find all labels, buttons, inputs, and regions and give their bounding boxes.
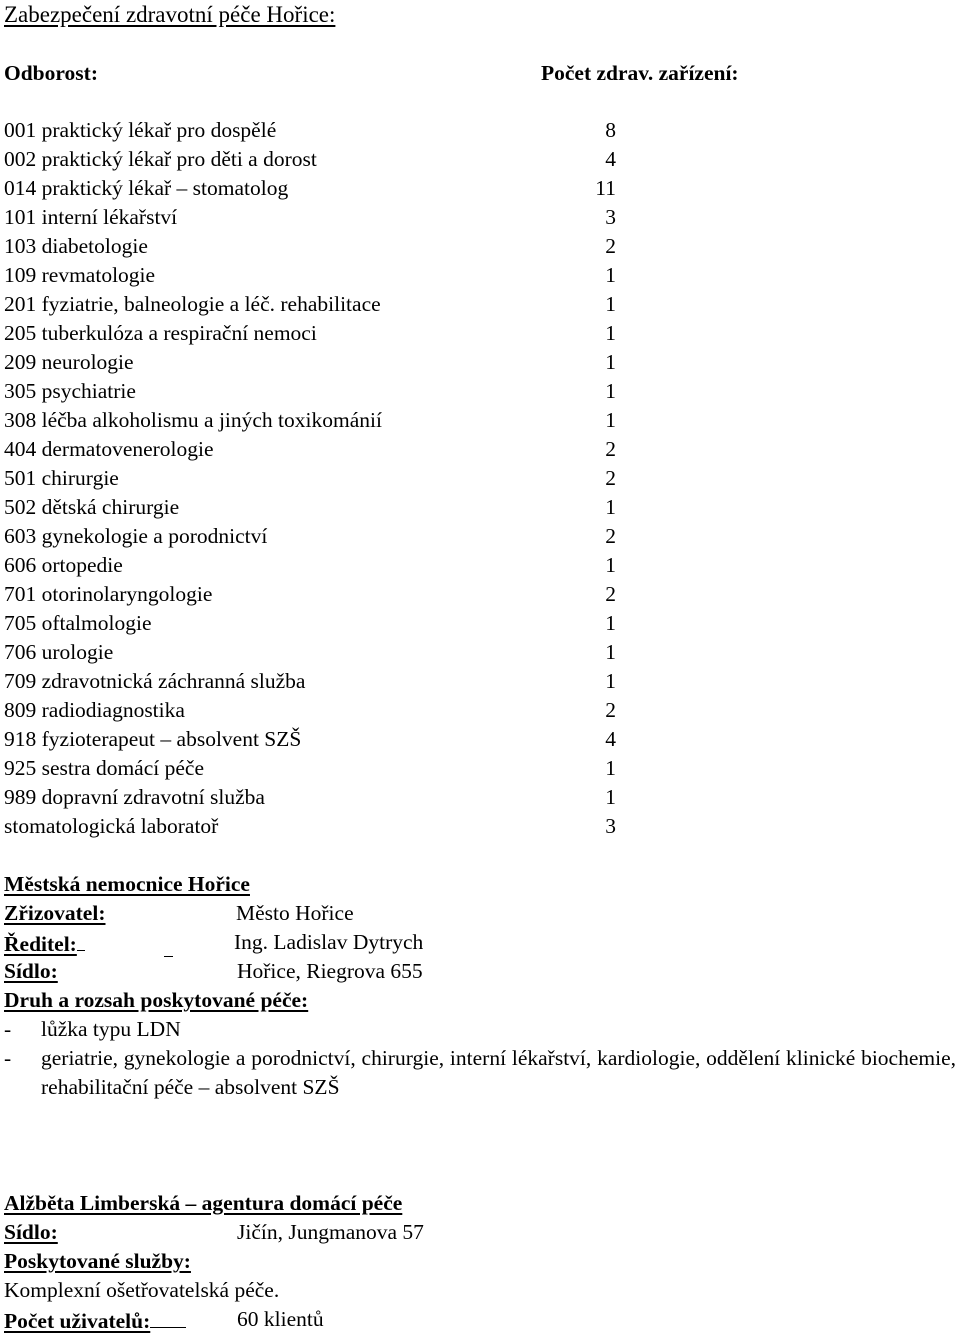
specialty-label: 001 praktický lékař pro dospělé bbox=[4, 118, 277, 142]
list-item bbox=[4, 522, 644, 551]
list-item bbox=[4, 638, 644, 667]
facility-count: 1 bbox=[605, 611, 616, 635]
list-item bbox=[4, 667, 644, 696]
facility-count: 4 bbox=[605, 727, 616, 751]
facility-count: 2 bbox=[605, 466, 616, 490]
list-item bbox=[4, 725, 644, 754]
care-item: geriatrie, gynekologie a porodnictví, chirurgie, interní lékařství, kardiologie, oddělení klinické biochemie, rehabilitační péče – absolvent SZŠ bbox=[41, 1046, 956, 1099]
specialty-label: 205 tuberkulóza a respirační nemoci bbox=[4, 321, 317, 345]
underline-filler bbox=[150, 1305, 186, 1328]
list-item bbox=[4, 551, 644, 580]
specialty-label: 308 léčba alkoholismu a jiných toxikománií bbox=[4, 408, 382, 432]
facility-count: 3 bbox=[605, 814, 616, 838]
list-item bbox=[4, 290, 644, 319]
list-item bbox=[4, 812, 644, 841]
specialty-label: 501 chirurgie bbox=[4, 466, 119, 490]
facility-count: 1 bbox=[605, 321, 616, 345]
facility-count: 2 bbox=[605, 582, 616, 606]
facility-count: 2 bbox=[605, 437, 616, 461]
facility-count: 1 bbox=[605, 785, 616, 809]
specialty-label: 705 oftalmologie bbox=[4, 611, 152, 635]
seat-label: Sídlo: bbox=[4, 959, 58, 983]
director-label-wrap bbox=[4, 928, 85, 959]
bullet-dash: - bbox=[4, 1017, 12, 1041]
facility-count: 1 bbox=[605, 408, 616, 432]
column-header-specialty: Odborost: bbox=[4, 61, 98, 85]
specialty-label: stomatologická laboratoř bbox=[4, 814, 219, 838]
agency-name: Alžběta Limberská – agentura domácí péče bbox=[4, 1191, 403, 1215]
facility-count: 4 bbox=[605, 147, 616, 171]
list-item bbox=[4, 203, 644, 232]
list-item bbox=[4, 348, 644, 377]
specialty-label: 925 sestra domácí péče bbox=[4, 756, 204, 780]
facility-count: 1 bbox=[605, 263, 616, 287]
list-item bbox=[4, 377, 644, 406]
list-item bbox=[4, 232, 644, 261]
services-label: Poskytované služby: bbox=[4, 1249, 191, 1273]
list-item bbox=[4, 145, 644, 174]
facility-count: 2 bbox=[605, 698, 616, 722]
facility-count: 8 bbox=[605, 118, 616, 142]
specialty-label: 989 dopravní zdravotní služba bbox=[4, 785, 265, 809]
users-label-wrap bbox=[4, 1305, 186, 1336]
column-header-count: Počet zdrav. zařízení: bbox=[541, 61, 739, 85]
facility-count: 1 bbox=[605, 379, 616, 403]
bullet-dash: - bbox=[4, 1046, 12, 1070]
underline-filler bbox=[77, 928, 85, 951]
specialty-label: 002 praktický lékař pro děti a dorost bbox=[4, 147, 317, 171]
facility-count: 1 bbox=[605, 553, 616, 577]
page-title: Zabezpečení zdravotní péče Hořice: bbox=[4, 2, 336, 27]
specialty-label: 706 urologie bbox=[4, 640, 114, 664]
specialty-label: 603 gynekologie a porodnictví bbox=[4, 524, 268, 548]
specialty-label: 709 zdravotnická záchranná služba bbox=[4, 669, 306, 693]
specialty-label: 014 praktický lékař – stomatolog bbox=[4, 176, 289, 200]
list-item bbox=[4, 464, 644, 493]
facility-count: 2 bbox=[605, 234, 616, 258]
facility-count: 1 bbox=[605, 640, 616, 664]
facility-count: 1 bbox=[605, 495, 616, 519]
director-value: Ing. Ladislav Dytrych bbox=[234, 930, 424, 954]
specialty-label: 606 ortopedie bbox=[4, 553, 123, 577]
specialty-label: 809 radiodiagnostika bbox=[4, 698, 185, 722]
care-heading: Druh a rozsah poskytované péče: bbox=[4, 988, 309, 1012]
founder-label: Zřizovatel: bbox=[4, 901, 106, 925]
specialty-label: 109 revmatologie bbox=[4, 263, 156, 287]
list-item bbox=[4, 261, 644, 290]
specialty-label: 701 otorinolaryngologie bbox=[4, 582, 213, 606]
specialty-label: 209 neurologie bbox=[4, 350, 134, 374]
list-item bbox=[4, 754, 644, 783]
specialty-label: 201 fyziatrie, balneologie a léč. rehabilitace bbox=[4, 292, 381, 316]
list-item bbox=[4, 580, 644, 609]
list-item bbox=[4, 696, 644, 725]
care-item: lůžka typu LDN bbox=[41, 1017, 181, 1041]
facility-count: 2 bbox=[605, 524, 616, 548]
list-item bbox=[4, 783, 644, 812]
agency-seat-value: Jičín, Jungmanova 57 bbox=[237, 1220, 424, 1244]
list-item bbox=[4, 174, 644, 203]
list-item bbox=[4, 435, 644, 464]
specialty-label: 502 dětská chirurgie bbox=[4, 495, 180, 519]
list-item bbox=[4, 406, 644, 435]
list-item bbox=[4, 493, 644, 522]
users-value: 60 klientů bbox=[237, 1307, 324, 1331]
specialty-label: 305 psychiatrie bbox=[4, 379, 136, 403]
specialty-label: 404 dermatovenerologie bbox=[4, 437, 214, 461]
specialty-label: 918 fyzioterapeut – absolvent SZŠ bbox=[4, 727, 302, 751]
underline-filler bbox=[164, 934, 173, 957]
facility-count: 1 bbox=[605, 756, 616, 780]
specialty-label: 101 interní lékařství bbox=[4, 205, 178, 229]
facility-count: 11 bbox=[595, 176, 616, 200]
facility-count: 1 bbox=[605, 292, 616, 316]
facility-count: 1 bbox=[605, 669, 616, 693]
specialty-label: 103 diabetologie bbox=[4, 234, 148, 258]
director-label: Ředitel: bbox=[4, 932, 77, 956]
facility-count: 1 bbox=[605, 350, 616, 374]
list-item bbox=[4, 116, 644, 145]
hospital-name: Městská nemocnice Hořice bbox=[4, 872, 250, 896]
facility-count: 3 bbox=[605, 205, 616, 229]
services-value: Komplexní ošetřovatelská péče. bbox=[4, 1278, 280, 1302]
agency-seat-label: Sídlo: bbox=[4, 1220, 58, 1244]
list-item bbox=[4, 609, 644, 638]
seat-value: Hořice, Riegrova 655 bbox=[237, 959, 423, 983]
list-item bbox=[4, 319, 644, 348]
founder-value: Město Hořice bbox=[236, 901, 354, 925]
users-label: Počet uživatelů: bbox=[4, 1309, 151, 1333]
